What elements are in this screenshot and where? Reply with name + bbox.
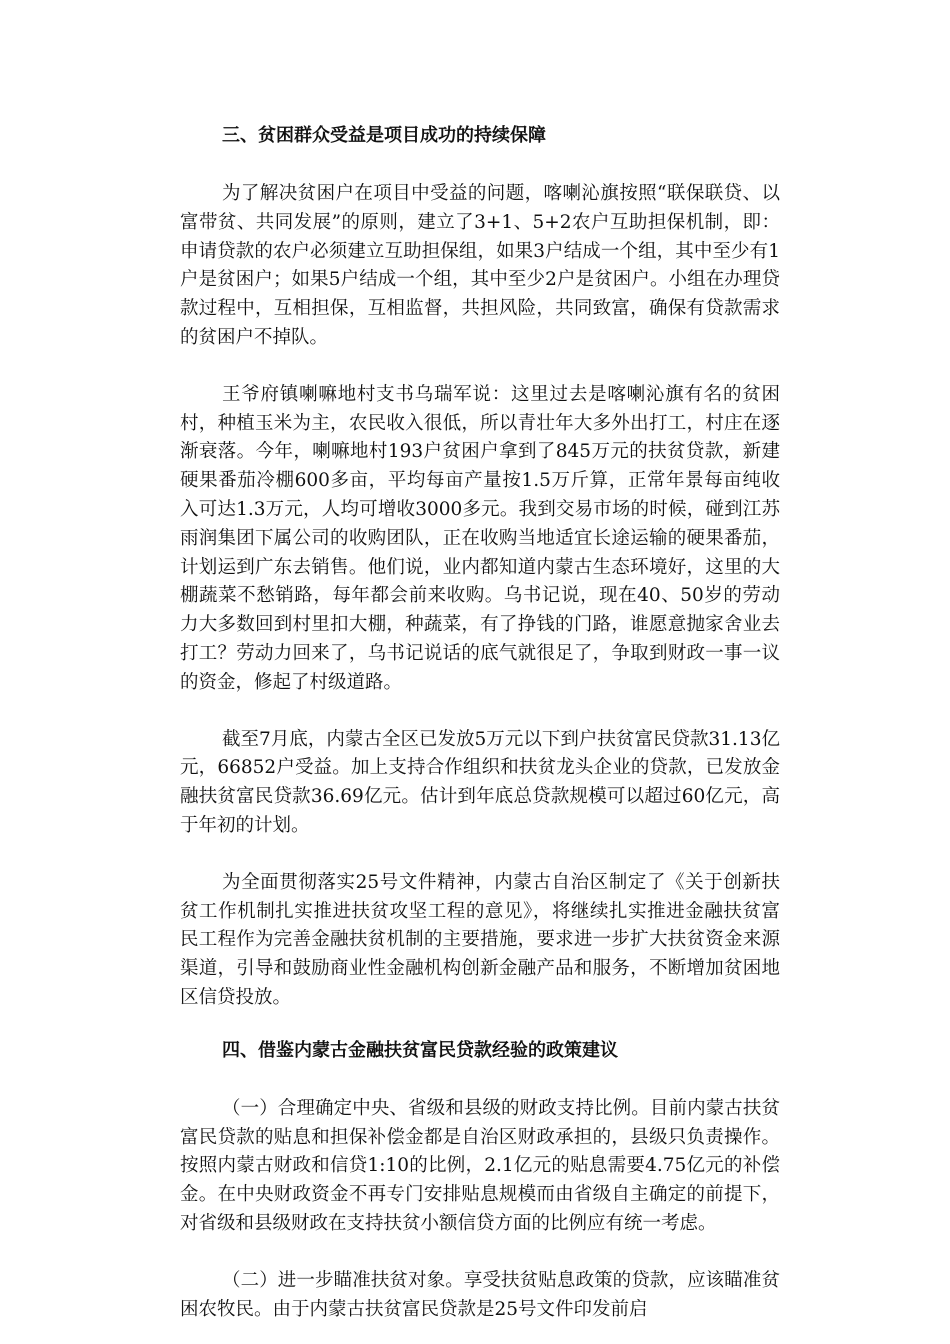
paragraph: 截至7月底，内蒙古全区已发放5万元以下到户扶贫富民贷款31.13亿元，66852户受益。加上支持合作组织和扶贫龙头企业的贷款，已发放金融扶贫富民贷款36.69亿元。估计到年底总贷款规模可以超过60亿元，高于年初的计划。 — [180, 728, 780, 836]
paragraph: （二）进一步瞄准扶贫对象。享受扶贫贴息政策的贷款，应该瞄准贫困农牧民。由于内蒙古扶贫富民贷款是25号文件印发前启 — [180, 1269, 780, 1320]
paragraph: 为全面贯彻落实25号文件精神，内蒙古自治区制定了《关于创新扶贫工作机制扎实推进扶贫攻坚工程的意见》，将继续扎实推进金融扶贫富民工程作为完善金融扶贫机制的主要措施，要求进一步扩大扶贫资金来源渠道，引导和鼓励商业性金融机构创新金融产品和服务，不断增加贫困地区信贷投放。 — [180, 871, 780, 1008]
section-heading-4: 四、借鉴内蒙古金融扶贫富民贷款经验的政策建议 — [222, 1039, 618, 1061]
section-heading-3: 三、贫困群众受益是项目成功的持续保障 — [222, 125, 546, 146]
paragraph: 为了解决贫困户在项目中受益的问题，喀喇沁旗按照“联保联贷、以富带贫、共同发展”的原则，建立了3+1、5+2农户互助担保机制，即：申请贷款的农户必须建立互助担保组，如果3户结成一个组，其中至少有1户是贫困户；如果5户结成一个组，其中至少2户是贫困户。小组在办理贷款过程中，互相担保，互相监督，共担风险，共同致富，确保有贷款需求的贫困户不掉队。 — [180, 183, 780, 348]
paragraph: 王爷府镇喇嘛地村支书乌瑞军说：这里过去是喀喇沁旗有名的贫困村，种植玉米为主，农民收入很低，所以青壮年大多外出打工，村庄在逐渐衰落。今年，喇嘛地村193户贫困户拿到了845万元的扶贫贷款，新建硬果番茄冷棚600多亩，平均每亩产量按1.5万斤算，正常年景每亩纯收入可达1.3万元，人均可增收3000多元。我到交易市场的时候，碰到江苏雨润集团下属公司的收购团队，正在收购当地适宜长途运输的硬果番茄，计划运到广东去销售。他们说，业内都知道内蒙古生态环境好，这里的大棚蔬菜不愁销路，每年都会前来收购。乌书记说，现在40、50岁的劳动力大多数回到村里扣大棚，种蔬菜，有了挣钱的门路，谁愿意抛家舍业去打工？劳动力回来了，乌书记说话的底气就很足了，争取到财政一事一议的资金，修起了村级道路。 — [180, 383, 780, 693]
document-page — [180, 122, 780, 1324]
paragraph: （一）合理确定中央、省级和县级的财政支持比例。目前内蒙古扶贫富民贷款的贴息和担保补偿金都是自治区财政承担的，县级只负责操作。按照内蒙古财政和信贷1:10的比例，2.1亿元的贴息需要4.75亿元的补偿金。在中央财政资金不再专门安排贴息规模而由省级自主确定的前提下，对省级和县级财政在支持扶贫小额信贷方面的比例应有统一考虑。 — [180, 1097, 780, 1234]
